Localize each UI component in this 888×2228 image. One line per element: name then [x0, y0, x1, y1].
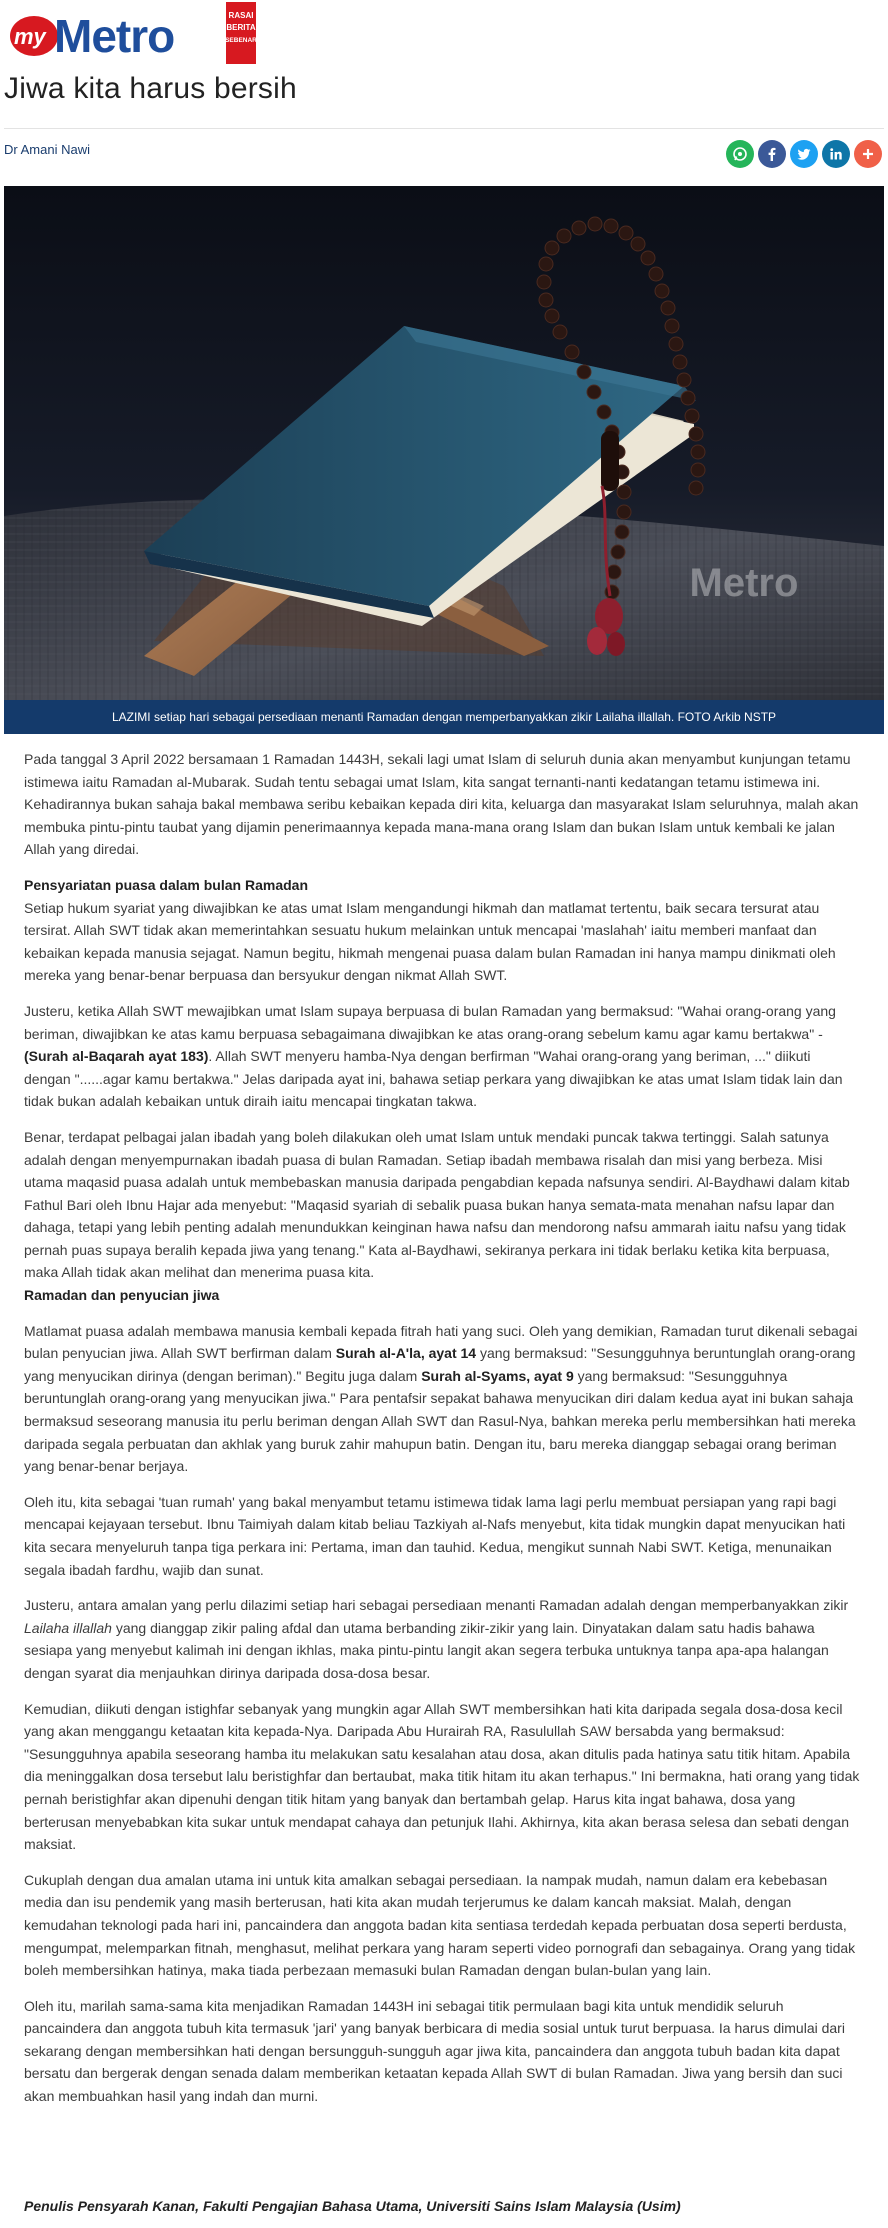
paragraph-5 [24, 1320, 860, 1478]
paragraph-5-text-2: yang bermaksud: "Sesungguhnya beruntunglah orang-orang yang menyucikan dirinya (dengan beriman)." Begitu juga dalam [24, 1345, 856, 1384]
paragraph-6: Oleh itu, kita sebagai 'tuan rumah' yang bakal menyambut tetamu istimewa tidak lama lagi perlu membuat persiapan yang rapi bagi mencapai kejayaan tersebut. Ibnu Taimiyah dalam kitab beliau Tazkiyah al-Nafs menyebut, kita tidak mungkin dapat menyucikan hati kita secara menyeluruh tanpa tiga perkara ini: Pertama, iman dan tauhid. Kedua, mengikut sunnah Nabi SWT. Ketiga, menunaikan segala ibadah fardhu, wajib dan sunat. [24, 1493, 846, 1578]
logo-prefix: my [14, 24, 46, 49]
twitter-icon [796, 146, 812, 162]
title-divider [4, 128, 884, 129]
share-more-button[interactable] [854, 140, 882, 168]
quran-stand-photo [4, 186, 884, 734]
linkedin-icon [828, 146, 844, 162]
paragraph-4: Benar, terdapat pelbagai jalan ibadah yang boleh dilakukan oleh umat Islam untuk mendaki puncak takwa tertinggi. Salah satunya adalah dengan menyempurnakan ibadah puasa di bulan Ramadan. Setiap ibadah membawa risalah dan misi yang berbeza. Misi utama maqasid puasa adalah untuk membebaskan manusia daripada pengabdian kepada nafsunya sendiri. Al-Baydhawi dalam kitab Fathul Bari oleh Ibnu Hajar ada menyebut: "Maqasid syariah di sebalik puasa bukan hanya semata-mata menahan nafsu lapar dan dahaga, tetapi yang lebih penting adalah menundukkan keinginan hawa nafsu dan mendorong nafsu ammarah iaitu nafsu yang tidak pernah puas supaya beralih kepada jiwa yang tenang." Kata al-Baydhawi, sekiranya perkara ini tidak berlaku ketika kita berpuasa, maka Allah tidak akan melihat dan menerima puasa kita. [24, 1128, 850, 1281]
paragraph-5-reference-2: Surah al-Syams, ayat 9 [421, 1367, 574, 1384]
paragraph-1: Pada tanggal 3 April 2022 bersamaan 1 Ramadan 1443H, sekali lagi umat Islam di seluruh dunia akan menyambut kunjungan tetamu istimewa iaitu Ramadan al-Mubarak. Sudah tentu sebagai umat Islam, kita sangat ternanti-nanti kedatangan tetamu istimewa ini. Kehadirannya bukan sahaja bakal membawa seribu kebaikan kepada diri kita, keluarga dan masyarakat Islam seluruhnya, malah akan membuka pintu-pintu taubat yang dijamin penerimaannya kepada mana-mana orang Islam dan bukan Islam untuk kembali ke jalan Allah yang diredai. [24, 751, 859, 858]
author-bio: Penulis Pensyarah Kanan, Fakulti Pengajian Bahasa Utama, Universiti Sains Islam Malaysia (Usim) [24, 2198, 681, 2214]
paragraph-9: Cukuplah dengan dua amalan utama ini untuk kita amalkan sebagai persediaan. Ia nampak mudah, namun dalam era kebebasan media dan isu pendemik yang masih berterusan, hati kita akan mudah terjerumus ke dalam kancah maksiat. Malah, dengan kemudahan teknologi pada hari ini, pancaindera dan anggota badan kita sentiasa terdedah kepada perbuatan dosa seperti berdusta, mengumpat, melemparkan fitnah, menghasut, melihat perkara yang haram seperti video pornografi dan sebagainya. Orang yang tidak boleh membersihkan hatinya, maka tiada perbezaan memasuki bulan Ramadan dengan bulan-bulan yang lain. [24, 1871, 856, 1979]
logo-tagline-1: RASAI [228, 11, 254, 20]
hero-image [4, 186, 884, 734]
paragraph-7-text: Justeru, antara amalan yang perlu dilazimi setiap hari sebagai persediaan menanti Ramadan adalah dengan memperbanyakkan zikir [24, 1597, 849, 1614]
site-logo[interactable] [4, 0, 256, 68]
image-caption: LAZIMI setiap hari sebagai persediaan menanti Ramadan dengan memperbanyakkan zikir Lailaha illallah. FOTO Arkib NSTP [4, 700, 884, 734]
whatsapp-icon [732, 146, 748, 162]
paragraph-3-text-continued: . Allah SWT menyeru hamba-Nya dengan berfirman "Wahai orang-orang yang beriman, ..." diikuti dengan "......agar kamu bertakwa." Jelas daripada ayat ini, bahawa setiap perkara yang diwajibkan ke atas umat Islam tidak lain dan tidak bukan adalah kebaikan untuk diraih iaitu mencapai tingkatan takwa. [24, 1048, 843, 1110]
article-body [24, 748, 860, 2121]
logo-brand: Metro [54, 10, 175, 62]
image-watermark: Metro [689, 561, 799, 605]
facebook-icon [764, 146, 780, 162]
paragraph-3-text: Justeru, ketika Allah SWT mewajibkan umat Islam supaya berpuasa di bulan Ramadan yang bermaksud: "Wahai orang-orang yang beriman, diwajibkan ke atas kamu berpuasa sebagaimana diwajibkan ke atas orang-orang sebelum kamu agar kamu bertakwa" - [24, 1002, 836, 1042]
subheading-2: Ramadan dan penyucian jiwa [24, 1287, 220, 1304]
paragraph-2: Setiap hukum syariat yang diwajibkan ke atas umat Islam mengandungi hikmah dan matlamat tertentu, baik secara tersurat atau tersirat. Allah SWT tidak akan memerintahkan sesuatu hukum melainkan untuk mencapai 'maslahah' iaitu memberi manfaat dan kebaikan kepada manusia sejagat. Namun begitu, hikmah mengenai puasa dalam bulan Ramadan ini hanya mampu dinikmati oleh mereka yang benar-benar berpuasa dan bersyukur dengan nikmat Allah SWT. [24, 899, 836, 984]
author-link[interactable]: Dr Amani Nawi [4, 142, 90, 157]
share-facebook-button[interactable] [758, 140, 786, 168]
paragraph-8: Kemudian, diikuti dengan istighfar sebanyak yang mungkin agar Allah SWT membersihkan hati kita daripada segala dosa-dosa kecil yang akan menggangu ketaatan kita kepada-Nya. Daripada Abu Hurairah RA, Rasulullah SAW bersabda yang bermaksud: "Sesungguhnya apabila seseorang hamba itu melakukan satu kesalahan atau dosa, akan ditulis pada hatinya satu titik hitam. Apabila dia meninggalkan dosa tersebut lalu beristighfar dan bertaubat, maka titik hitam itu akan terhapus." Ini bermakna, hati orang yang tidak pernah beristighfar akan dipenuhi dengan titik hitam yang banyak dan bertambah gelap. Harus kita ingat bahawa, dosa yang berterusan menyebabkan kita sukar untuk mendapat cahaya dan petunjuk Ilahi. Akhirnya, kita akan berasa selesa dan sebati dengan maksiat. [24, 1700, 860, 1853]
paragraph-3 [24, 1000, 860, 1113]
share-twitter-button[interactable] [790, 140, 818, 168]
more-share-icon [860, 146, 876, 162]
mymetro-logo-icon [4, 0, 256, 68]
paragraph-7-zikir: Lailaha illallah [24, 1619, 112, 1636]
share-whatsapp-button[interactable] [726, 140, 754, 168]
paragraph-7 [24, 1594, 860, 1684]
paragraph-5-text: Matlamat puasa adalah membawa manusia kembali kepada fitrah hati yang suci. Oleh yang demikian, Ramadan turut dikenali sebagai bulan penyucian jiwa. Allah SWT berfirman dalam [24, 1322, 858, 1362]
subheading-1: Pensyariatan puasa dalam bulan Ramadan [24, 876, 308, 893]
paragraph-5-reference-1: Surah al-A'la, ayat 14 [335, 1345, 477, 1362]
paragraph-5-text-3: yang bermaksud: "Sesungguhnya beruntunglah orang-orang yang menyucikan jiwa." Para pentafsir sepakat bahawa menyucikan diri dalam kedua ayat ini bukan sahaja bermaksud seseorang manusia itu perlu beriman dengan Allah SWT dan Rasul-Nya, bahkan mereka perlu membersihkan hati mereka daripada segala perbuatan dan akhlak yang buruk zahir mahupun batin. Dengan itu, baru mereka dianggap sebagai orang beriman yang benar-benar berjaya. [24, 1367, 856, 1475]
article-title: Jiwa kita harus bersih [4, 72, 297, 105]
share-bar [726, 140, 882, 168]
share-linkedin-button[interactable] [822, 140, 850, 168]
paragraph-3-reference: (Surah al-Baqarah ayat 183) [24, 1048, 209, 1065]
paragraph-7-text-2: yang dianggap zikir paling afdal dan utama berbanding zikir-zikir yang lain. Dinyatakan dalam satu hadis bahawa sesiapa yang menyebut kalimah ini dengan ikhlas, maka pintu-pintu langit akan segera terbuka untuknya tanpa apa-apa halangan dengan syarat dia menjauhkan dirinya daripada dosa-dosa besar. [24, 1619, 829, 1681]
logo-tagline-2: BERITA [226, 23, 256, 32]
paragraph-10: Oleh itu, marilah sama-sama kita menjadikan Ramadan 1443H ini sebagai titik permulaan bagi kita untuk mendidik seluruh pancaindera dan anggota tubuh kita termasuk 'jari' yang banyak berbicara di media sosial untuk turut berpuasa. Ia harus dimulai dari sekarang dengan membersihkan hati dengan bersungguh-sungguh agar jiwa kita, pancaindera dan anggota tubuh badan kita dapat bersatu dan bergerak dengan senada dalam memberikan ketaatan kepada Allah SWT di bulan Ramadan. Jiwa yang bersih dan suci akan membuahkan hasil yang indah dan murni. [24, 1997, 845, 2105]
logo-tagline-3: SEBENAR [225, 37, 256, 44]
